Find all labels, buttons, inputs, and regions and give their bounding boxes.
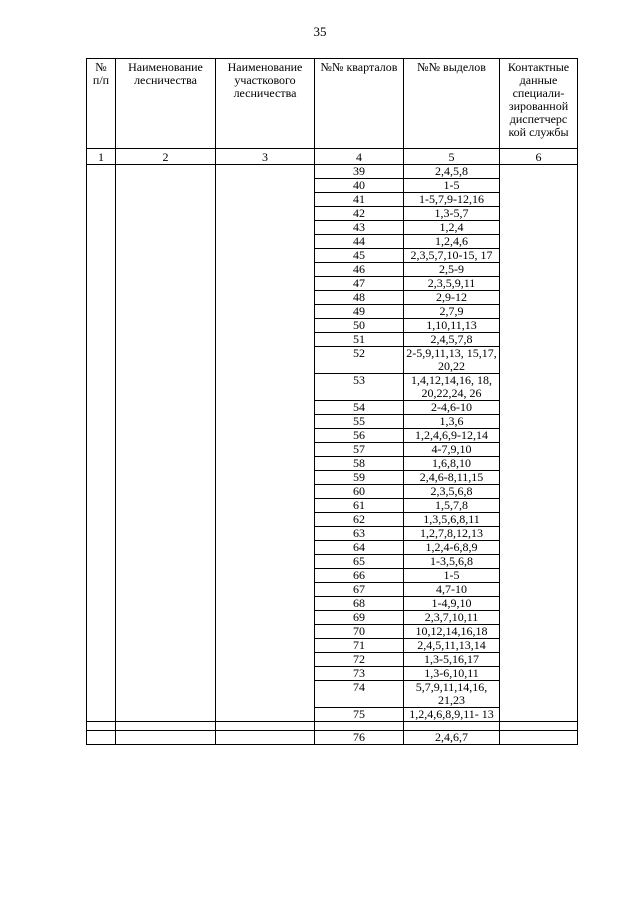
quarter-number: 44: [315, 235, 404, 249]
blank-contacts: [500, 731, 578, 745]
section-numbers: 1,3-5,16,17: [404, 653, 500, 667]
quarter-number: 62: [315, 513, 404, 527]
quarter-number: 75: [315, 708, 404, 722]
column-number: 3: [216, 149, 315, 165]
quarter-number: 69: [315, 611, 404, 625]
section-numbers: 5,7,9,11,14,16, 21,23: [404, 681, 500, 708]
section-numbers: 1-5: [404, 569, 500, 583]
quarter-number: 67: [315, 583, 404, 597]
table-row-last: [87, 731, 578, 745]
section-numbers: 1-5: [404, 179, 500, 193]
gap-cell: [87, 722, 116, 731]
blank-num: [87, 731, 116, 745]
header-district-forestry: Наименование участкового лесничества: [216, 59, 315, 149]
section-numbers: 1,3-6,10,11: [404, 667, 500, 681]
table-body: [87, 165, 578, 745]
page-number: 35: [313, 24, 327, 39]
quarter-number: 56: [315, 429, 404, 443]
section-numbers: 2,3,5,6,8: [404, 485, 500, 499]
quarter-number: 39: [315, 165, 404, 179]
quarter-number: 64: [315, 541, 404, 555]
section-numbers: 1,3,5,6,8,11: [404, 513, 500, 527]
quarter-number: 46: [315, 263, 404, 277]
quarter-number: 60: [315, 485, 404, 499]
column-number: 6: [500, 149, 578, 165]
quarter-number: 58: [315, 457, 404, 471]
section-numbers: 1,2,4-6,8,9: [404, 541, 500, 555]
quarter-number: 43: [315, 221, 404, 235]
quarter-number: 72: [315, 653, 404, 667]
gap-cell: [116, 722, 216, 731]
column-number: 5: [404, 149, 500, 165]
table-row: [87, 165, 578, 179]
quarter-number: 48: [315, 291, 404, 305]
quarter-number: 61: [315, 499, 404, 513]
quarter-number: 70: [315, 625, 404, 639]
section-numbers: 1,4,12,14,16, 18, 20,22,24, 26: [404, 374, 500, 401]
blank-contacts: [500, 165, 578, 722]
section-numbers: 1-4,9,10: [404, 597, 500, 611]
quarter-number: 41: [315, 193, 404, 207]
section-numbers: 2,4,5,8: [404, 165, 500, 179]
section-numbers: 1,6,8,10: [404, 457, 500, 471]
section-numbers: 2,4,6-8,11,15: [404, 471, 500, 485]
section-numbers: 2,7,9: [404, 305, 500, 319]
page-break-row: [87, 722, 578, 731]
section-numbers: 2,5-9: [404, 263, 500, 277]
header-forestry: Наименование лесничества: [116, 59, 216, 149]
quarter-number: 52: [315, 347, 404, 374]
section-numbers: 1,3,6: [404, 415, 500, 429]
section-numbers: 1,2,4: [404, 221, 500, 235]
header-contacts: Контактные данные специали-зированной диспетчерс кой службы: [500, 59, 578, 149]
quarter-number: 66: [315, 569, 404, 583]
section-numbers: 10,12,14,16,18: [404, 625, 500, 639]
section-numbers: 4-7,9,10: [404, 443, 500, 457]
section-numbers: 1,2,4,6,9-12,14: [404, 429, 500, 443]
section-numbers: 1,10,11,13: [404, 319, 500, 333]
quarter-number: 51: [315, 333, 404, 347]
section-numbers: 1,2,4,6,8,9,11- 13: [404, 708, 500, 722]
header-quarters: №№ кварталов: [315, 59, 404, 149]
quarter-number: 76: [315, 731, 404, 745]
blank-district: [216, 165, 315, 722]
quarter-number: 65: [315, 555, 404, 569]
quarter-number: 71: [315, 639, 404, 653]
section-numbers: 1,3-5,7: [404, 207, 500, 221]
forestry-table: [86, 58, 578, 745]
section-numbers: 1-3,5,6,8: [404, 555, 500, 569]
header-row: [87, 59, 578, 149]
quarter-number: 42: [315, 207, 404, 221]
quarter-number: 55: [315, 415, 404, 429]
column-number: 2: [116, 149, 216, 165]
quarter-number: 53: [315, 374, 404, 401]
header-num: № п/п: [87, 59, 116, 149]
section-numbers: 2,9-12: [404, 291, 500, 305]
section-numbers: 2,4,5,11,13,14: [404, 639, 500, 653]
section-numbers: 2,4,6,7: [404, 731, 500, 745]
quarter-number: 49: [315, 305, 404, 319]
quarter-number: 47: [315, 277, 404, 291]
section-numbers: 1,2,4,6: [404, 235, 500, 249]
gap-cell: [216, 722, 315, 731]
quarter-number: 45: [315, 249, 404, 263]
section-numbers: 1,2,7,8,12,13: [404, 527, 500, 541]
quarter-number: 73: [315, 667, 404, 681]
header-sections: №№ выделов: [404, 59, 500, 149]
column-number-row: [87, 149, 578, 165]
section-numbers: 2-5,9,11,13, 15,17, 20,22: [404, 347, 500, 374]
quarter-number: 54: [315, 401, 404, 415]
quarter-number: 59: [315, 471, 404, 485]
quarter-number: 50: [315, 319, 404, 333]
blank-district: [216, 731, 315, 745]
section-numbers: 1-5,7,9-12,16: [404, 193, 500, 207]
column-number: 4: [315, 149, 404, 165]
gap-cell: [500, 722, 578, 731]
column-number: 1: [87, 149, 116, 165]
section-numbers: 2,4,5,7,8: [404, 333, 500, 347]
blank-forestry: [116, 165, 216, 722]
quarter-number: 40: [315, 179, 404, 193]
quarter-number: 74: [315, 681, 404, 708]
quarter-number: 63: [315, 527, 404, 541]
section-numbers: 1,5,7,8: [404, 499, 500, 513]
quarter-number: 68: [315, 597, 404, 611]
section-numbers: 4,7-10: [404, 583, 500, 597]
quarter-number: 57: [315, 443, 404, 457]
section-numbers: 2,3,7,10,11: [404, 611, 500, 625]
blank-num: [87, 165, 116, 722]
section-numbers: 2-4,6-10: [404, 401, 500, 415]
section-numbers: 2,3,5,9,11: [404, 277, 500, 291]
section-numbers: 2,3,5,7,10-15, 17: [404, 249, 500, 263]
blank-forestry: [116, 731, 216, 745]
